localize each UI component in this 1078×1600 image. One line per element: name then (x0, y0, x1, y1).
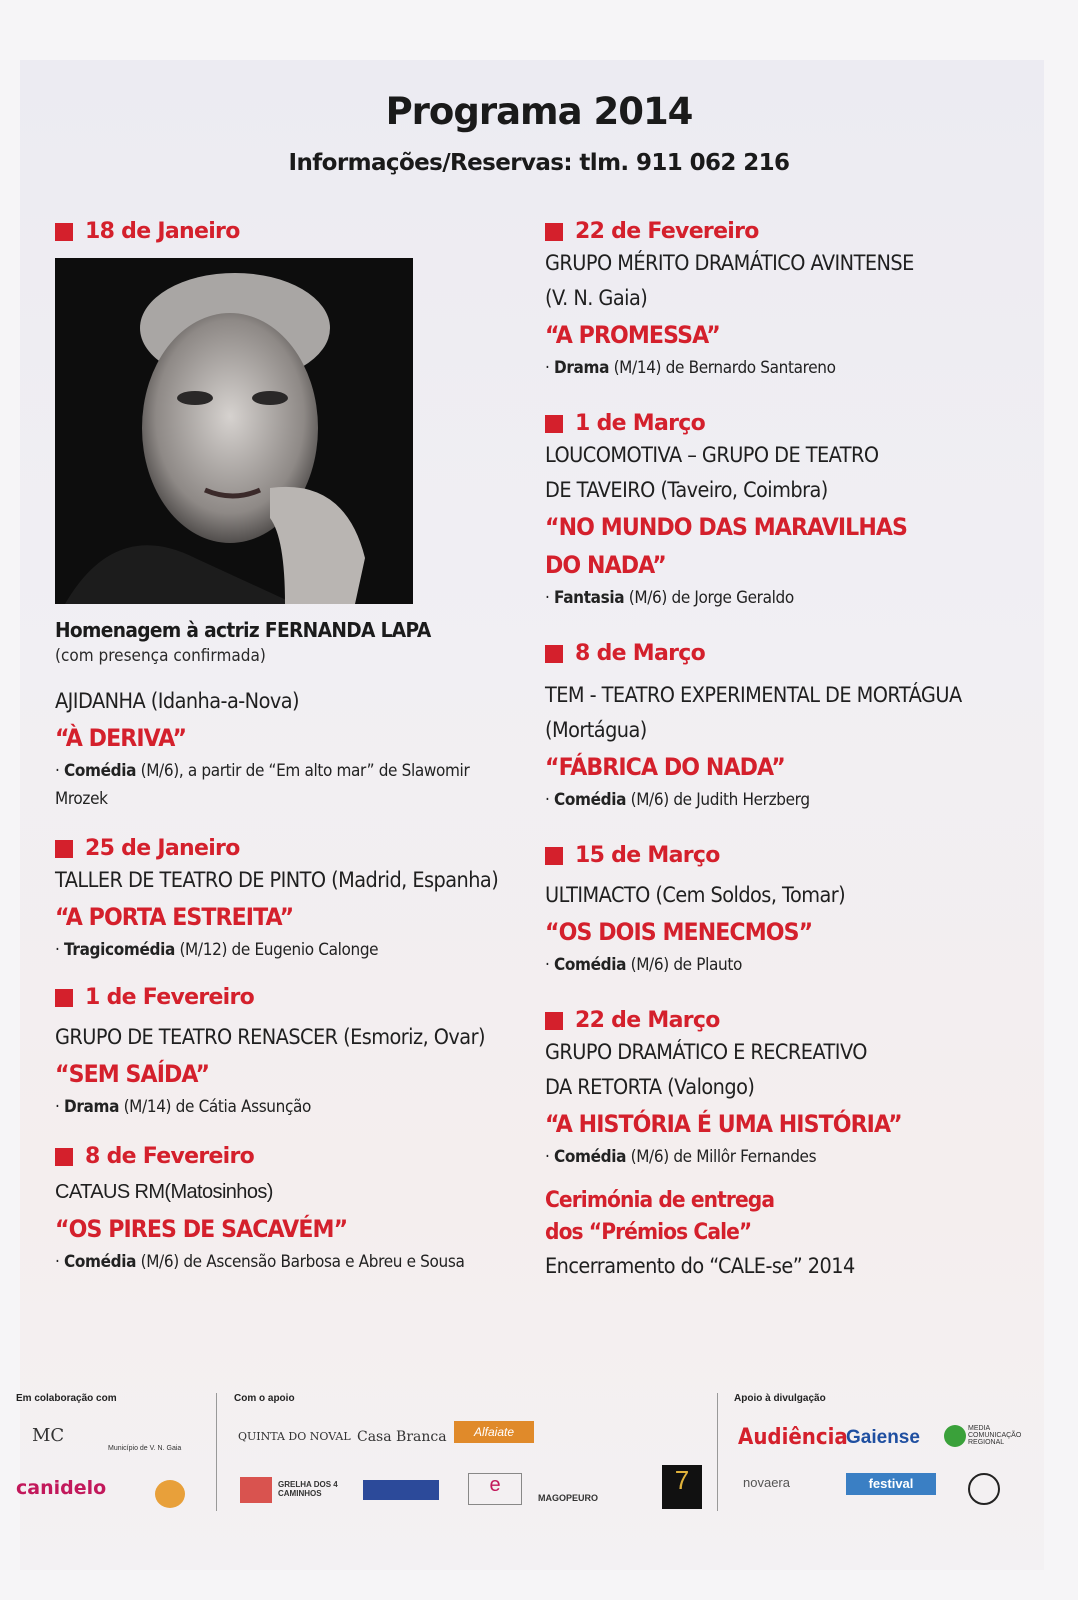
bullet-square-icon (545, 223, 563, 241)
play-description: · Comédia (M/6) de Plauto (545, 955, 743, 975)
group-name: CATAUS RM(Matosinhos) (55, 1181, 273, 1203)
mascot-logo (155, 1480, 185, 1508)
play-description: · Tragicomédia (M/12) de Eugenio Calonge (55, 940, 379, 960)
event-date: 18 de Janeiro (55, 218, 515, 246)
play-title: “OS PIRES DE SACAVÉM” (55, 1215, 348, 1243)
portrait-illustration (55, 258, 413, 604)
event-date: 8 de Fevereiro (55, 1143, 515, 1171)
play-title: “NO MUNDO DAS MARAVILHAS (545, 513, 908, 541)
play-description: · Drama (M/14) de Bernardo Santareno (545, 358, 836, 378)
casa-branca-logo: Casa Branca (357, 1429, 447, 1445)
bullet-square-icon (545, 415, 563, 433)
page-title: Programa 2014 (385, 90, 693, 133)
event-1-marco (545, 410, 1015, 612)
canidelo-logo: canidelo (16, 1477, 107, 1499)
audiencia-logo: Audiência (738, 1425, 848, 1450)
sponsor-7-logo: 7 (662, 1465, 702, 1509)
closing-ceremony (545, 1185, 1015, 1284)
group-name: GRUPO DE TEATRO RENASCER (Esmoriz, Ovar) (55, 1025, 485, 1049)
metro-icon (968, 1473, 1000, 1505)
festival-logo: festival (846, 1473, 936, 1495)
grelha-icon (240, 1477, 272, 1503)
alfaiate-logo: Alfaiate (454, 1421, 534, 1443)
group-name: TALLER DE TEATRO DE PINTO (Madrid, Espanha) (55, 868, 499, 892)
sponsor-blue-logo (363, 1480, 439, 1500)
left-column (55, 218, 515, 1276)
play-title: “FÁBRICA DO NADA” (545, 753, 785, 781)
play-title: “SEM SAÍDA” (55, 1060, 210, 1088)
group-location: DA RETORTA (Valongo) (545, 1075, 755, 1099)
event-date: 22 de Fevereiro (545, 218, 1015, 246)
play-title: “A HISTÓRIA É UMA HISTÓRIA” (545, 1110, 902, 1138)
bullet-square-icon (545, 1012, 563, 1030)
right-column (545, 218, 1015, 1284)
event-date: 1 de Fevereiro (55, 984, 515, 1012)
media-logo: MEDIA COMUNICAÇÃO REGIONAL (968, 1425, 1022, 1446)
mc-logo: MC (32, 1425, 65, 1446)
group-name: ULTIMACTO (Cem Soldos, Tomar) (545, 883, 846, 907)
support-heading: Com o apoio (234, 1393, 295, 1404)
group-location: (Mortágua) (545, 718, 647, 742)
event-date: 1 de Março (545, 410, 1015, 438)
bullet-square-icon (55, 840, 73, 858)
event-25-janeiro (55, 835, 515, 964)
group-location: DE TAVEIRO (Taveiro, Coimbra) (545, 478, 828, 502)
bullet-square-icon (55, 989, 73, 1007)
homage-note: (com presença confirmada) (55, 646, 266, 666)
event-8-fevereiro (55, 1143, 515, 1276)
grelha-logo: GRELHA DOS 4 CAMINHOS (278, 1480, 338, 1498)
restaurant-logo (550, 1421, 610, 1443)
play-title: “OS DOIS MENECMOS” (545, 918, 813, 946)
group-name: GRUPO MÉRITO DRAMÁTICO AVINTENSE (545, 251, 914, 275)
play-title: “A PROMESSA” (545, 321, 720, 349)
group-name: TEM - TEATRO EXPERIMENTAL DE MORTÁGUA (545, 683, 962, 707)
novaera-logo: novaera (743, 1475, 790, 1490)
event-22-marco (545, 1007, 1015, 1171)
sponsors-footer (10, 1385, 1040, 1525)
homage-title: Homenagem à actriz FERNANDA LAPA (55, 618, 431, 642)
contact-line: Informações/Reservas: tlm. 911 062 216 (288, 150, 790, 176)
event-18-janeiro (55, 218, 515, 813)
quinta-noval-logo: QUINTA DO NOVAL (238, 1430, 351, 1443)
play-description: · Drama (M/14) de Cátia Assunção (55, 1097, 312, 1117)
event-date: 15 de Março (545, 842, 1015, 870)
divider (717, 1393, 718, 1511)
bullet-square-icon (545, 847, 563, 865)
play-description: · Comédia (M/6) de Judith Herzberg (545, 790, 810, 810)
play-description: · Comédia (M/6), a partir de “Em alto mar” de Slawomir Mrozek (55, 761, 470, 809)
play-title: “A PORTA ESTREITA” (55, 903, 294, 931)
event-date: 22 de Março (545, 1007, 1015, 1035)
play-description: · Fantasia (M/6) de Jorge Geraldo (545, 588, 794, 608)
event-15-marco (545, 842, 1015, 979)
event-date: 25 de Janeiro (55, 835, 515, 863)
group-name: AJIDANHA (Idanha-a-Nova) (55, 689, 300, 713)
event-1-fevereiro (55, 984, 515, 1121)
event-22-fevereiro (545, 218, 1015, 382)
closing-note: Encerramento do “CALE-se” 2014 (545, 1254, 855, 1278)
play-title-continued: DO NADA” (545, 551, 666, 579)
actress-photo (55, 258, 413, 604)
bullet-square-icon (55, 1148, 73, 1166)
gaiense-logo: Gaiense (846, 1427, 920, 1448)
group-name: GRUPO DRAMÁTICO E RECREATIVO (545, 1040, 867, 1064)
divider (216, 1393, 217, 1511)
group-name: LOUCOMOTIVA – GRUPO DE TEATRO (545, 443, 879, 467)
magopeuro-logo: MAGOPEURO (538, 1493, 599, 1503)
bullet-square-icon (545, 645, 563, 663)
play-title: “À DERIVA” (55, 724, 187, 752)
promo-heading: Apoio à divulgação (734, 1393, 826, 1404)
bullet-square-icon (55, 223, 73, 241)
play-description: · Comédia (M/6) de Ascensão Barbosa e Abreu e Sousa (55, 1252, 465, 1272)
ceremony-title: Cerimónia de entrega (545, 1188, 775, 1213)
play-description: · Comédia (M/6) de Millôr Fernandes (545, 1147, 817, 1167)
ceremony-awards: dos “Prémios Cale” (545, 1220, 752, 1245)
media-icon (944, 1425, 966, 1447)
sponsor-e-logo: e (468, 1473, 522, 1505)
gaia-logo: Município de V. N. Gaia (108, 1445, 182, 1452)
event-8-marco (545, 640, 1015, 814)
group-location: (V. N. Gaia) (545, 286, 648, 310)
event-date: 8 de Março (545, 640, 1015, 668)
collab-heading: Em colaboração com (16, 1393, 117, 1404)
